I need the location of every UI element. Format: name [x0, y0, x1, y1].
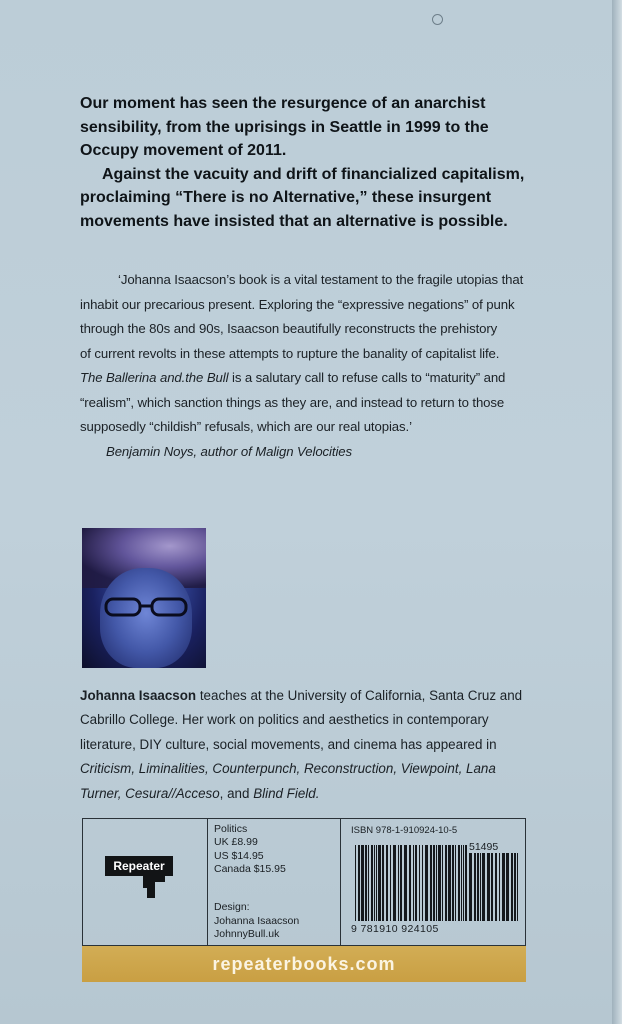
- quote-line: [80, 366, 530, 391]
- price-canada: Canada $15.95: [214, 863, 286, 876]
- barcode-addon-icon: [469, 853, 519, 921]
- book-title: The Ballerina and.the Bull: [80, 370, 229, 385]
- blurb-paragraph-2: Against the vacuity and drift of financialized capitalism, proclaiming “There is no Alternative,” these insurgent movements have insisted that an alternative is possible.: [80, 165, 525, 230]
- book-spine-edge: [612, 0, 622, 1024]
- quote-line-rest: is a salutary call to refuse calls to “maturity” and: [228, 370, 506, 385]
- category: Politics: [214, 823, 248, 835]
- price-list: [214, 823, 286, 877]
- isbn-label: ISBN 978-1-910924-10-5: [351, 825, 458, 836]
- publisher-mark-icon: [143, 876, 165, 898]
- bio-last-publication: Blind Field.: [253, 785, 320, 801]
- quote-line: through the 80s and 90s, Isaacson beautifully reconstructs the prehistory: [80, 321, 498, 336]
- barcode-addon-number: 51495: [469, 841, 499, 853]
- design-credit: [214, 901, 299, 942]
- author-photo-glasses: [104, 596, 190, 618]
- quote-line: supposedly “childish” refusals, which are our real utopias.’: [80, 419, 412, 434]
- bio-text: teaches at the University of California, Santa Cruz and Cabrillo College. Her work on politics and aesthetics in contemporary literature, DIY culture, social movements, and cinema has appeared in: [80, 688, 523, 752]
- quote-line: of current revolts in these attempts to rupture the banality of capitalist life.: [80, 345, 500, 361]
- author-photo-face: [100, 568, 192, 668]
- review-quote: [80, 268, 530, 464]
- blurb-paragraph-1: Our moment has seen the resurgence of an anarchist sensibility, from the uprisings in Seattle in 1999 to the Occupy movement of 2011.: [80, 95, 489, 159]
- box-divider: [340, 819, 341, 945]
- price-us: US $14.95: [214, 849, 264, 862]
- publisher-logo: [105, 856, 173, 898]
- publisher-name: Repeater: [105, 856, 173, 876]
- author-bio: [80, 684, 535, 806]
- quote-line: ‘Johanna Isaacson’s book is a vital testament to the fragile utopias that: [118, 272, 524, 287]
- barcode-icon: [355, 845, 467, 921]
- publisher-website: repeaterbooks.com: [82, 946, 526, 982]
- cover-speck: [432, 14, 443, 25]
- designer-name: JohnnyBull.uk: [214, 928, 280, 941]
- blurb: [80, 92, 530, 233]
- author-photo: [82, 528, 206, 668]
- quote-line: “realism”, which sanction things as they are, and instead to return to those: [80, 394, 505, 410]
- bio-and: , and: [219, 785, 254, 801]
- back-info-box: [82, 818, 526, 946]
- author-name: Johanna Isaacson: [80, 688, 197, 703]
- bio-publications: Criticism, Liminalities, Counterpunch, Reconstruction, Viewpoint, Lana Turner, Cesura//Acceso: [80, 761, 496, 801]
- designer-name: Johanna Isaacson: [214, 914, 300, 927]
- quote-line: inhabit our precarious present. Exploring the “expressive negations” of punk: [80, 296, 515, 312]
- barcode-digits: 9 781910 924105: [351, 923, 439, 935]
- box-divider: [207, 819, 208, 945]
- design-label: Design:: [214, 901, 250, 913]
- price-uk: UK £8.99: [214, 836, 258, 849]
- quote-attribution: Benjamin Noys, author of Malign Velocities: [106, 443, 352, 459]
